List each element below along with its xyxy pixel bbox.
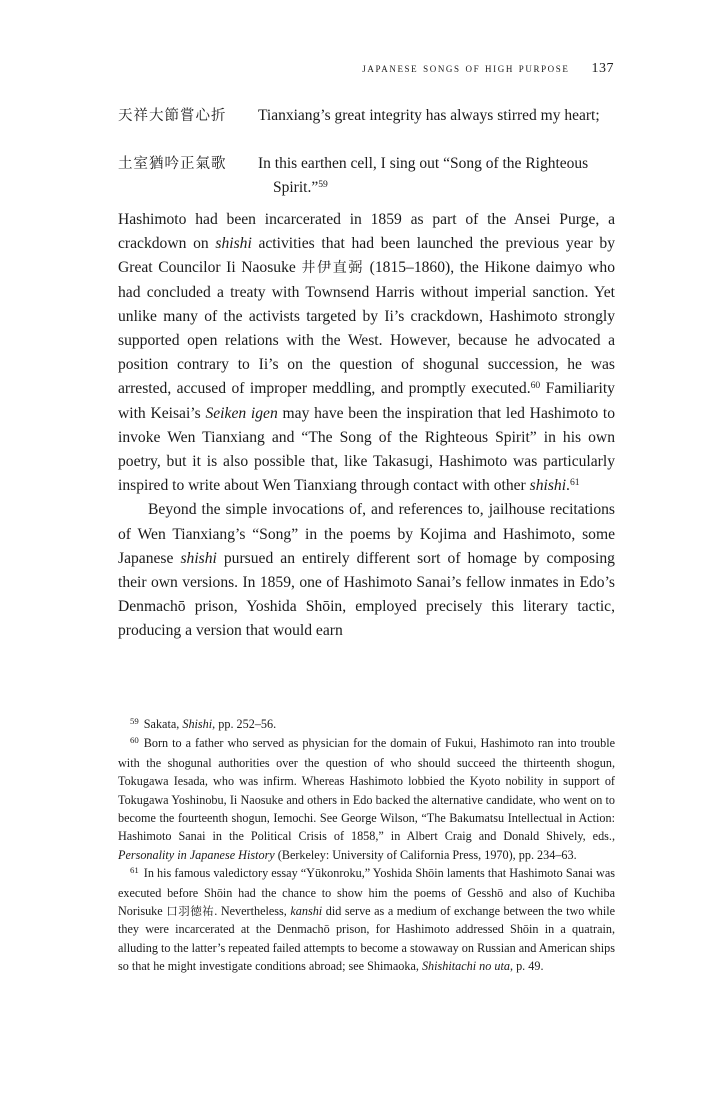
text-run: did serve as a medium of exchange between the two while they were incarcerated at the Denmachō prison, for Hashimoto addressed Shōin in a quatrain, alluding to the latter’s repeated failed attempts to become a stowaway on Russian and American ships so that he might investigate conditions abroad; see Shimaoka, [118, 904, 616, 974]
poem-english-text: In this earthen cell, I sing out “Song of the Righteous Spirit.” [258, 155, 589, 196]
text-run: In his famous valedictory essay “Yūkonroku,” Yoshida Shōin laments that Hashimoto Sanai was executed before Shōin had the chance to show him the poems of Gesshō and also of Kuchiba Norisuke [118, 866, 615, 919]
footnote-61 [118, 864, 615, 975]
poem-chinese-line: 天祥大節嘗心折 [118, 108, 227, 124]
text-run: activities that had been launched the previous year by Great Councilor Ii Naosuke [118, 235, 615, 277]
text-run: (1815–1860), the Hikone daimyo who had concluded a treaty with Townsend Harris without imperial sanction. Yet unlike many of the activists targeted by Ii’s crackdown, Hashimoto strongly supported open relations with the West. However, because he advocated a position contrary to Ii’s on the question of shogunal succession, he was arrested, accused of improper meddling, and promptly executed. [118, 259, 615, 398]
text-run: Sakata, [143, 717, 183, 731]
footnote-number: 61 [130, 865, 139, 876]
italic-title: Shishitachi no uta [421, 959, 510, 974]
italic-term: shishi [215, 235, 252, 253]
text-run: Familiarity with Keisai’s [118, 380, 615, 422]
paragraph [118, 208, 615, 498]
italic-term: shishi [180, 549, 217, 567]
text-run: (Berkeley: University of California Press, 1970), pp. 234–63. [274, 847, 577, 862]
poem-english-line [258, 104, 623, 128]
poem-chinese-line: 土室猶吟正氣歌 [118, 156, 227, 172]
footnote-ref-60[interactable]: 60 [530, 380, 541, 392]
italic-title: Personality in Japanese History [118, 847, 275, 862]
poem-couplet [118, 104, 618, 152]
footnote-number: 59 [130, 716, 139, 727]
body-text [118, 208, 615, 644]
running-head [0, 60, 614, 77]
italic-term: shishi [529, 477, 567, 495]
text-run: . Nevertheless, [214, 904, 291, 919]
text-run: , pp. 252–56. [212, 717, 277, 731]
text-run: pursued an entirely different sort of homage by composing their own versions. In 1859, one of Hashimoto Sanai’s fellow inmates in Edo’s Denmachō prison, Yoshida Shōin, employed precisely this literary tactic, producing a version that would earn [118, 549, 615, 640]
italic-title: Seiken igen [205, 404, 278, 422]
poem-english-line [258, 152, 623, 200]
footnote-60 [118, 734, 615, 864]
text-run: , p. 49. [509, 959, 544, 974]
poem-english-text: Tianxiang’s great integrity has always stirred my heart; [258, 107, 600, 124]
text-run: may have been the inspiration that led Hashimoto to invoke Wen Tianxiang and “The Song of the Righteous Spirit” in his own poetry, but it is also possible that, like Takasugi, Hashimoto was particularly inspired to write about Wen Tianxiang through contact with other [118, 404, 615, 495]
text-run: Born to a father who served as physician for the domain of Fukui, Hashimoto ran into trouble with the shogunal authorities over the question of who should succeed the thirteenth shogun, Tokugawa Iesada, who was infirm. Whereas Hashimoto lobbied the Kyoto nobility in support of Tokugawa Yoshinobu, Ii Naosuke and others in Edo backed the alternative candidate, who went on to become the fourteenth shogun, Iemochi. See George Wilson, “The Bakumatsu Intellectual in Action: Hashimoto Sanai in the Political Crisis of 1858,” in Albert Craig and Donald Shively, eds., [118, 736, 615, 844]
paragraph [118, 498, 615, 643]
footnote-ref-61[interactable]: 61 [569, 476, 580, 488]
text-run: . [566, 477, 570, 495]
footnote-number: 60 [130, 735, 139, 746]
footnotes [118, 715, 615, 976]
poem-couplet [118, 152, 618, 200]
page-number: 137 [591, 61, 614, 76]
text-run: Hashimoto had been incarcerated in 1859 as part of the Ansei Purge, a crackdown on [118, 211, 615, 253]
italic-term: kanshi [290, 904, 323, 919]
text-run: Beyond the simple invocations of, and references to, jailhouse recitations of Wen Tianxiang’s “Song” in the poems by Kojima and Hashimoto, some Japanese [118, 501, 615, 567]
italic-title: Shishi [182, 717, 213, 731]
poem-quotation [118, 104, 618, 200]
chinese-name: 井伊直弼 [301, 260, 365, 277]
footnote-59 [118, 715, 615, 734]
chinese-name: 口羽徳祐 [166, 904, 215, 919]
footnote-ref-59[interactable]: 59 [318, 178, 328, 190]
running-head-title: japanese songs of high purpose [362, 60, 570, 75]
